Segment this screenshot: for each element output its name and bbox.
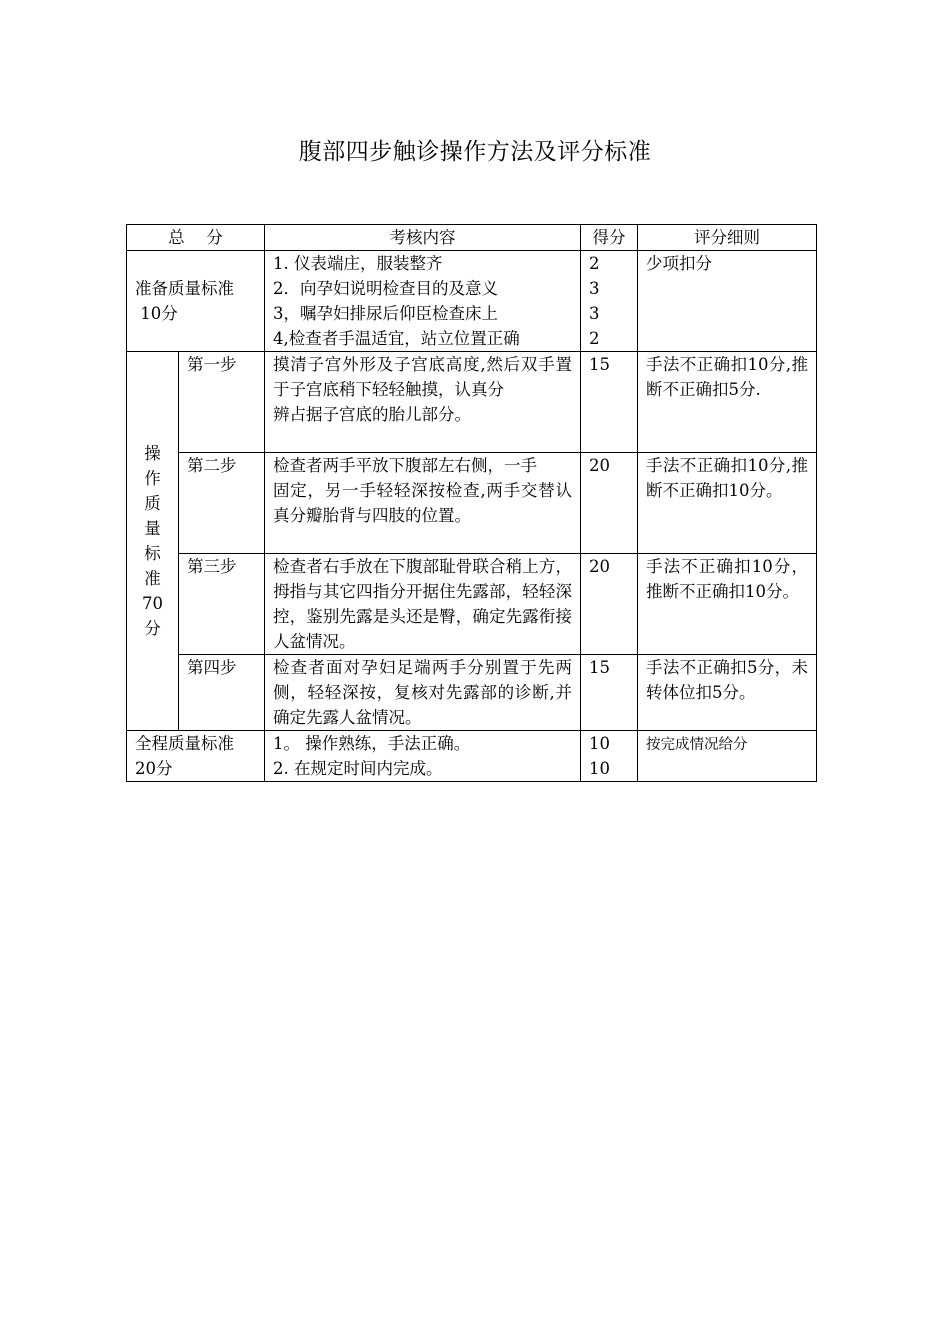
operation-label-char: 操 xyxy=(144,444,161,463)
overall-item: 1。 操作熟练，手法正确。 xyxy=(273,734,471,753)
prep-item: 1. 仪表端庄，服装整齐 xyxy=(273,254,443,273)
step-4-content xyxy=(265,655,581,731)
step-2-rule: 手法不正确扣10分,推断不正确扣10分。 xyxy=(638,453,817,554)
prep-item: 4,检查者手温适宜，站立位置正确 xyxy=(273,329,520,348)
prep-label-line: 准备质量标准 xyxy=(135,279,234,298)
step-1-score: 15 xyxy=(581,352,638,453)
step-3-rule: 手法不正确扣10分，推断不正确扣10分。 xyxy=(638,554,817,655)
prep-item: 3，嘱孕妇排尿后仰臣检查床上 xyxy=(273,304,498,323)
step-1-content xyxy=(265,352,581,453)
overall-score: 10 xyxy=(589,734,610,753)
operation-label-char: 准 xyxy=(144,569,161,588)
page-title: 腹部四步触诊操作方法及评分标准 xyxy=(298,139,652,165)
operation-label-char: 作 xyxy=(144,469,161,488)
step-4-score: 15 xyxy=(581,655,638,731)
step-3-score: 20 xyxy=(581,554,638,655)
overall-item: 2. 在规定时间内完成。 xyxy=(273,759,443,778)
table-row-overall xyxy=(127,731,817,782)
header-total: 总 分 xyxy=(127,225,265,251)
step-content-line: 辨占据子宫底的胎儿部分。 xyxy=(273,405,471,424)
overall-scores xyxy=(581,731,638,782)
prep-label xyxy=(127,251,265,352)
step-3-content xyxy=(265,554,581,655)
step-content-line: 检查者两手平放下腹部左右侧，一手 xyxy=(273,456,537,475)
overall-label-line: 全程质量标准 xyxy=(135,734,234,753)
header-score: 得分 xyxy=(581,225,638,251)
step-1-name: 第一步 xyxy=(179,352,265,453)
overall-content xyxy=(265,731,581,782)
operation-label-char: 分 xyxy=(144,619,161,638)
prep-score: 3 xyxy=(589,304,600,323)
step-1-rule: 手法不正确扣10分,推断不正确扣5分. xyxy=(638,352,817,453)
prep-score: 2 xyxy=(589,329,600,348)
prep-score: 2 xyxy=(589,254,600,273)
prep-content xyxy=(265,251,581,352)
operation-label xyxy=(127,352,179,731)
table-row-step-4 xyxy=(127,655,817,731)
step-2-name: 第二步 xyxy=(179,453,265,554)
step-content-line: 检查者右手放在下腹部耻骨联合稍上方，拇指与其它四指分开据住先露部，轻轻深控，鉴别先露是头还是臀，确定先露衔接人盆情况。 xyxy=(273,557,572,651)
prep-rule: 少项扣分 xyxy=(638,251,817,352)
prep-score: 3 xyxy=(589,279,600,298)
operation-label-char: 质 xyxy=(144,494,161,513)
step-4-name: 第四步 xyxy=(179,655,265,731)
overall-label xyxy=(127,731,265,782)
step-2-content xyxy=(265,453,581,554)
operation-label-char: 70 xyxy=(142,594,163,613)
table-row-step-1 xyxy=(127,352,817,453)
table-row-step-3 xyxy=(127,554,817,655)
scoring-table xyxy=(126,224,817,782)
overall-rule: 按完成情况给分 xyxy=(638,731,817,782)
operation-label-char: 标 xyxy=(144,544,161,563)
step-4-rule: 手法不正确扣5分，未转体位扣5分。 xyxy=(638,655,817,731)
prep-item: 2．向孕妇说明检查目的及意义 xyxy=(273,279,498,298)
step-2-score: 20 xyxy=(581,453,638,554)
table-header-row xyxy=(127,225,817,251)
operation-label-char: 量 xyxy=(144,519,161,538)
step-content-line: 固定，另一手轻轻深按检查,两手交替认真分瓣胎背与四肢的位置。 xyxy=(273,481,572,525)
table-row-prep xyxy=(127,251,817,352)
overall-score: 10 xyxy=(589,759,610,778)
header-rules: 评分细则 xyxy=(638,225,817,251)
prep-scores xyxy=(581,251,638,352)
step-content-line: 检查者面对孕妇足端两手分别置于先两侧，轻轻深按，复核对先露部的诊断,并确定先露人盆情况。 xyxy=(273,658,572,727)
header-content: 考核内容 xyxy=(265,225,581,251)
overall-label-line: 20分 xyxy=(135,759,173,778)
prep-label-line: 10分 xyxy=(135,304,178,323)
table-row-step-2 xyxy=(127,453,817,554)
step-content-line: 摸清子宫外形及子宫底高度,然后双手置于子宫底稍下轻轻触摸，认真分 xyxy=(273,355,572,399)
step-3-name: 第三步 xyxy=(179,554,265,655)
